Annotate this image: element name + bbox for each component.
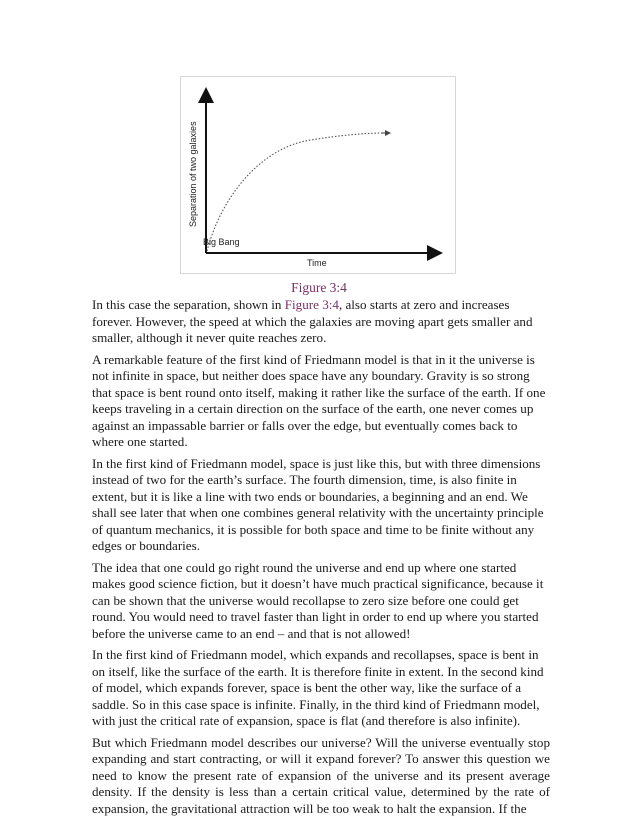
- x-axis-label: Time: [307, 258, 327, 268]
- origin-label: Big Bang: [203, 237, 240, 247]
- y-axis-label: Separation of two galaxies: [188, 121, 198, 227]
- paragraph-1-text-a: In this case the separation, shown in: [92, 297, 285, 312]
- paragraph-2: A remarkable feature of the first kind of Friedmann model is that in it the universe is not infinite in space, but neither does space have any boundary. Gravity is so strong that space is bent round onto itself, making it rather like the surface of the earth. If one keeps traveling in a certain direction on the surface of the earth, one never comes up against an impassable barrier or falls over the edge, but eventually comes back to where one started.: [92, 351, 546, 449]
- paragraph-1: [92, 297, 550, 347]
- separation-time-graph: [181, 77, 457, 275]
- figure-3-4: [180, 76, 456, 274]
- paragraph-4: The idea that one could go right round the universe and end up where one started makes good science fiction, but it doesn’t have much practical significance, because it can be shown that the universe would recollapse to zero size before one could get round. You would need to travel faster than light in order to end up where you started before the universe came to an end – and that is not allowed!: [92, 559, 544, 641]
- article-body: [92, 297, 550, 822]
- paragraph-1-text-b: , also starts at zero and increases forever. However, the speed at which the galaxies are moving apart gets smaller and smaller, although it never quite reaches zero.: [92, 297, 533, 345]
- figure-caption: Figure 3:4: [291, 280, 347, 295]
- separation-curve: [207, 133, 387, 251]
- paragraph-5: In the first kind of Friedmann model, which expands and recollapses, space is bent in on itself, like the surface of the earth. It is therefore finite in extent. In the second kind of model, which expands forever, space is bent the other way, like the surface of a saddle. So in this case space is infinite. Finally, in the third kind of Friedmann model, with just the critical rate of expansion, space is flat (and therefore is also infinite).: [92, 647, 544, 728]
- paragraph-3: In the first kind of Friedmann model, space is just like this, but with three dimensions instead of two for the earth’s surface. The fourth dimension, time, is also finite in extent, but it is like a line with two ends or boundaries, a beginning and an end. We shall see later that when one combines general relativity with the uncertainty principle of quantum mechanics, it is possible for both space and time to be finite without any edges or boundaries.: [92, 455, 544, 553]
- figure-reference-link[interactable]: Figure 3:4: [284, 297, 339, 312]
- paragraph-6: But which Friedmann model describes our universe? Will the universe eventually stop expanding and start contracting, or will it expand forever? To answer this question we need to know the present rate of expansion of the universe and its present average density. If the density is less than a certain critical value, determined by the rate of expansion, the gravitational attraction will be too weak to halt the expansion. If the: [92, 734, 550, 816]
